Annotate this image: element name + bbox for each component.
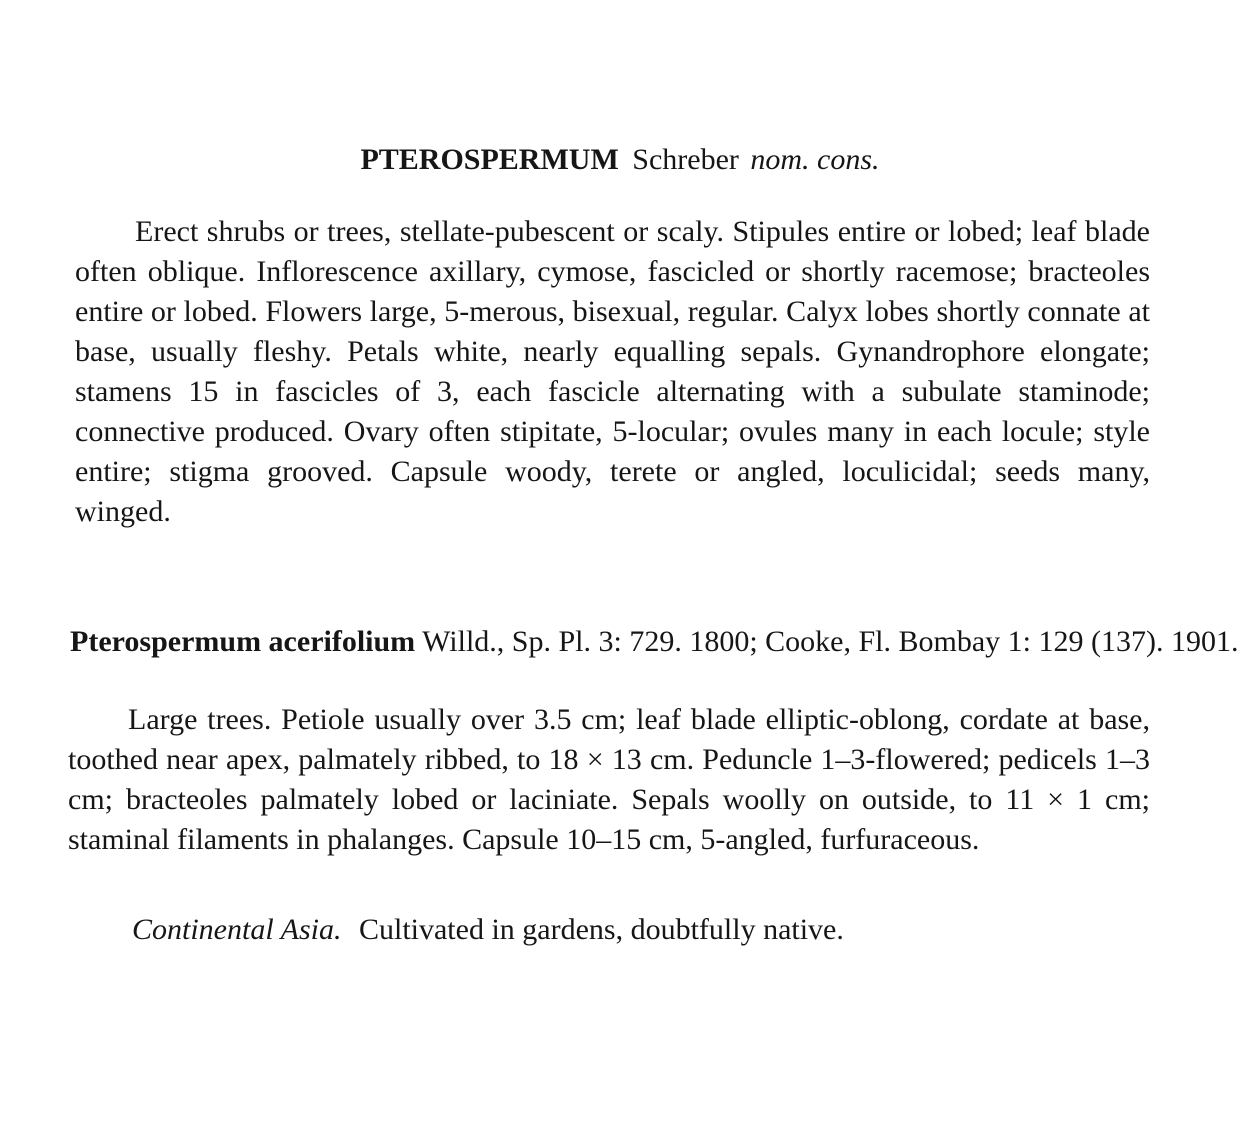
distribution-region: Continental Asia. [132, 913, 342, 946]
species-heading [70, 622, 1240, 662]
species-name: Pterospermum acerifolium [70, 625, 416, 658]
species-distribution [132, 910, 1132, 950]
species-description: Large trees. Petiole usually over 3.5 cm; leaf blade elliptic-oblong, cordate at base, toothed near apex, palmately ribbed, to 18 × 13 cm. Peduncle 1–3-flowered; pedicels 1–3 cm; bracteoles palmately lobed or laciniate. Sepals woolly on outside, to 11 × 1 cm; staminal filaments in phalanges. Capsule 10–15 cm, 5-angled, furfuraceous. [68, 703, 1150, 856]
genus-author: Schreber [632, 143, 739, 176]
distribution-note: Cultivated in gardens, doubtfully native. [358, 913, 844, 946]
genus-name: PTEROSPERMUM [360, 143, 619, 176]
species-citation: Willd., Sp. Pl. 3: 729. 1800; Cooke, Fl. Bombay 1: 129 (137). 1901. [422, 625, 1239, 658]
genus-status: nom. cons. [750, 143, 880, 176]
genus-description: Erect shrubs or trees, stellate-pubescent or scaly. Stipules entire or lobed; leaf blade often oblique. Inflorescence axillary, cymose, fascicled or shortly racemose; bracteoles entire or lobed. Flowers large, 5-merous, bisexual, regular. Calyx lobes shortly connate at base, usually fleshy. Petals white, nearly equalling sepals. Gynandrophore elongate; stamens 15 in fascicles of 3, each fascicle alternating with a subulate staminode; connective produced. Ovary often stipitate, 5-locular; ovules many in each locule; style entire; stigma grooved. Capsule woody, terete or angled, loculicidal; seeds many, winged. [75, 215, 1150, 528]
genus-heading [0, 140, 1240, 180]
